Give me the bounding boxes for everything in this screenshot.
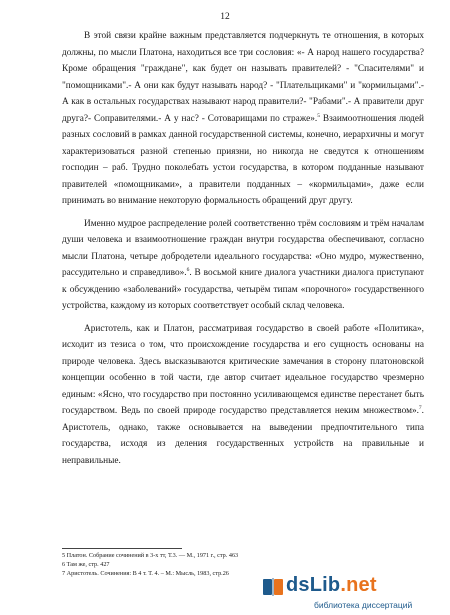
footnote-7: 7 Аристотель. Сочинения: В 4 т. Т. 4. – М.: Мысль, 1983, стр.26 <box>62 570 229 577</box>
watermark-brand-main: dsLib <box>286 574 341 596</box>
paragraph-3-text: Аристотель, как и Платон, рассматривая государство в своей работе «Политика», исходит из тезиса о том, что происхождение государства и его сущность основаны на природе человека. Здесь высказываются критические замечания в сторону платоновской концепции особенно в той части, где автор считает идеальное государство чрезмерно единым: «Ясно, что государство при постоянно усиливающемся единстве перестанет быть государством. Ведь по своей природе государство представляется неким множеством». <box>62 323 424 416</box>
paragraph-2-continuation: В восьмой книге диалога участники диалога приступают к обсуждению «заболеваний» государства, четырём типам «порочного» государственного устройства, каждому из которых соответствует особый склад человека. <box>62 268 424 311</box>
watermark-brand <box>286 574 377 597</box>
paragraph-1 <box>62 28 424 210</box>
footnote-ref-7: 7 <box>418 404 422 411</box>
page-number: 12 <box>220 12 230 22</box>
footnote-ref-6: 6 <box>186 266 190 273</box>
footnote-divider <box>62 548 182 549</box>
paragraph-1-text: В этой связи крайне важным представляется подчеркнуть те отношения, в которых должны, по мысли Платона, находиться все три сословия: «- А народ нашего государства? Кроме обращения "граждане", как будет он называть правителей? - "Спасителями" и "помощниками".- А они как будут называть народ? - "Плательщиками" и "кормильцами".- А как в остальных государствах называют народ правители?- "Рабами".- А правители друг друга?- Соправителями.- А у нас? - Сотоварищами по страже». <box>62 31 424 124</box>
paragraph-3: Аристотель, как и Платон, рассматривая государство в своей работе «Политика», исходит из тезиса о том, что происхождение государства и его сущность основаны на природе человека. Здесь высказываются критические замечания в сторону платоновской концепции особенно в той части, где автор считает идеальное государство чрезмерно единым: «Ясно, что государство при постоянно усиливающемся единстве перестанет быть государством. Ведь по своей природе государство представляется неким множеством».$^7$. Аристотель, однако, также основывается на выведении предпочтительного типа государства, исходя из деления государственных устройств на правильные и неправильные. <box>62 323 424 466</box>
paragraph-2-text: Именно мудрое распределение ролей соответственно трём сословиям и трём началам души человека и взаимоотношение граждан внутри государства обеспечивают, согласно мысли Платона, четыре добродетели идеального государства: «Оно мудро, мужественно, рассудительно и справедливо». <box>62 218 424 278</box>
paragraph-2: Именно мудрое распределение ролей соответственно трём сословиям и трём началам души человека и взаимоотношение граждан внутри государства обеспечивают, согласно мысли Платона, четыре добродетели идеального государства: «Оно мудро, мужественно, рассудительно и справедливо».$^6$. В восьмой книге диалога участники диалога приступают к обсуждению «заболеваний» государства, четырём типам «порочного» государственного устройства, каждому из которых соответствует особый склад человека. <box>62 218 424 311</box>
paragraph-1-continuation: Взаимоотношения людей разных сословий в рамках данной государственной системы, конечно, иерархичны и могут характеризоваться разной степенью приязни, но никогда не сведутся к отношениям господин – раб. Трудно поколебать устои государства, в котором подданные называют правителей «помощниками», а правители подданных – «кормильцами», даже если принимать во внимание некоторую формальность обращений друг другу. <box>62 113 425 206</box>
watermark-tagline: библиотека диссертаций <box>314 600 413 610</box>
watermark-brand-tld: .net <box>340 574 377 596</box>
dslib-watermark[interactable] <box>258 574 448 612</box>
book-logo-icon <box>262 576 284 598</box>
footnote-5: 5 Платон. Собрание сочинений в 3-х тт, Т.3. — М., 1971 г., стр. 463 <box>62 552 239 559</box>
paragraph-3-continuation: Аристотель, однако, также основывается на выведении предпочтительного типа государства, исходя из деления государственных устройств на правильные и неправильные. <box>62 422 424 466</box>
body-text <box>62 28 424 475</box>
footnote-6: 6 Там же, стр. 427 <box>62 561 110 568</box>
footnote-ref-5: 5 <box>317 112 320 119</box>
